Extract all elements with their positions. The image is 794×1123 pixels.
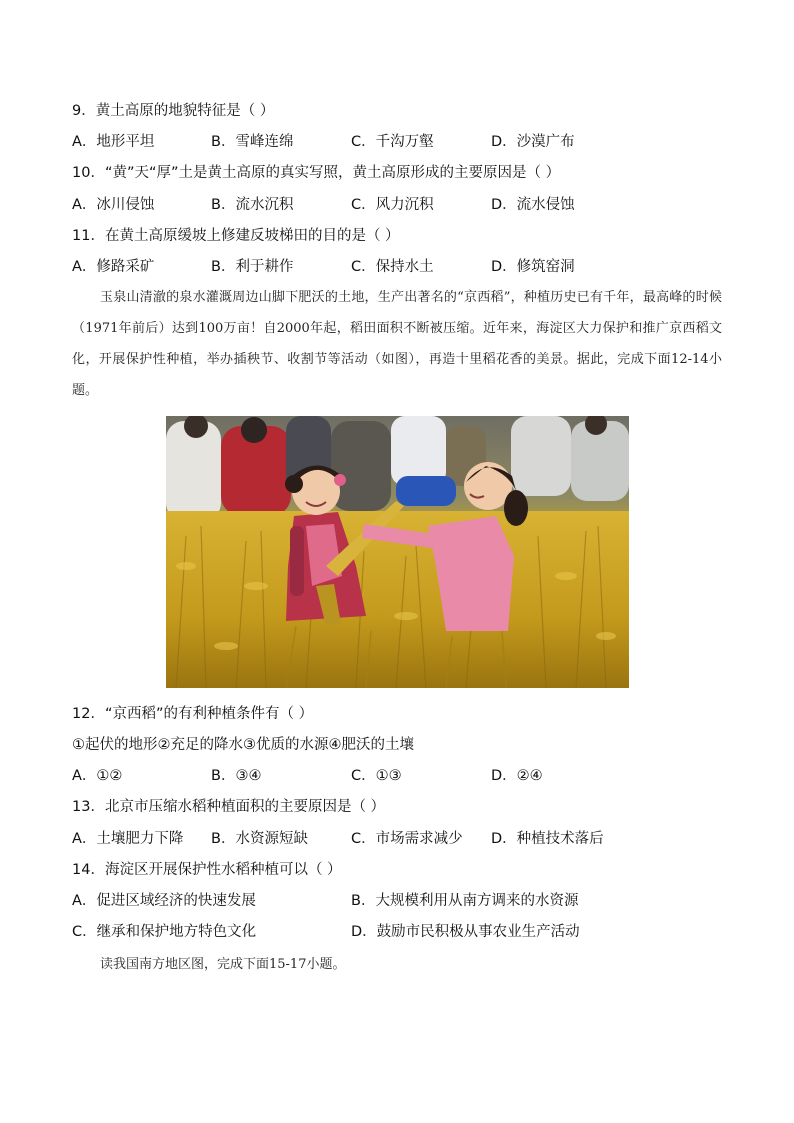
- q11-option-d: D．修筑窑洞: [491, 259, 575, 275]
- q14-option-c: C．继承和保护地方特色文化: [72, 924, 257, 940]
- q12-option-d: D．②④: [491, 768, 543, 784]
- q9-option-b: B．雪峰连绵: [211, 134, 294, 150]
- q13-option-c: C．市场需求减少: [351, 831, 463, 847]
- q10-option-a: A．冰川侵蚀: [72, 197, 155, 213]
- q11-option-b: B．利于耕作: [211, 259, 294, 275]
- question-13-stem: 13．北京市压缩水稻种植面积的主要原因是（ ）: [72, 799, 386, 815]
- q10-option-c: C．风力沉积: [351, 197, 434, 213]
- question-12-conditions: ①起伏的地形②充足的降水③优质的水源④肥沃的土壤: [72, 737, 414, 753]
- q12-option-c: C．①③: [351, 768, 402, 784]
- q11-option-a: A．修路采矿: [72, 259, 155, 275]
- q13-option-b: B．水资源短缺: [211, 831, 308, 847]
- question-9-options: [72, 132, 732, 152]
- q11-option-c: C．保持水土: [351, 259, 434, 275]
- question-11-stem: 11．在黄土高原缓坡上修建反坡梯田的目的是（ ）: [72, 228, 400, 244]
- q13-option-a: A．土壤肥力下降: [72, 831, 184, 847]
- passage-text: 玉泉山清澈的泉水灌溉周边山脚下肥沃的土地，生产出著名的“京西稻”，种植历史已有千年，最高峰的时候（1971年前后）达到100万亩！自2000年起，稻田面积不断被压缩。近年来，海淀区大力保护和推广京西稻文化，开展保护性种植，举办插秧节、收割节等活动（如图），再造十里稻花香的美景。据此，完成下面12-14小题。: [72, 290, 722, 398]
- q12-option-b: B．③④: [211, 768, 262, 784]
- q14-option-b: B．大规模利用从南方调来的水资源: [351, 893, 579, 909]
- q10-option-d: D．流水侵蚀: [491, 197, 575, 213]
- question-14-stem: 14．海淀区开展保护性水稻种植可以（ ）: [72, 862, 342, 878]
- question-14-options-row2: [72, 922, 732, 942]
- q14-option-a: A．促进区域经济的快速发展: [72, 893, 256, 909]
- question-12-stem: 12．“京西稻”的有利种植条件有（ ）: [72, 706, 314, 722]
- question-14-options-row1: [72, 891, 732, 911]
- q14-option-d: D．鼓励市民积极从事农业生产活动: [351, 924, 580, 940]
- instruction-note: 读我国南方地区图，完成下面15-17小题。: [100, 957, 346, 972]
- rice-field-photo: [166, 416, 629, 688]
- q13-option-d: D．种植技术落后: [491, 831, 604, 847]
- q12-option-a: A．①②: [72, 768, 123, 784]
- q9-option-c: C．千沟万壑: [351, 134, 434, 150]
- reading-passage: [72, 282, 722, 406]
- q9-option-d: D．沙漠广布: [491, 134, 575, 150]
- question-10-options: [72, 195, 732, 215]
- question-11-options: [72, 257, 732, 277]
- question-13-options: [72, 829, 732, 849]
- q9-option-a: A．地形平坦: [72, 134, 155, 150]
- question-9-stem: 9．黄土高原的地貌特征是（ ）: [72, 103, 275, 119]
- q10-option-b: B．流水沉积: [211, 197, 294, 213]
- question-12-options: [72, 766, 732, 786]
- question-10-stem: 10．“黄”天“厚”土是黄土高原的真实写照，黄土高原形成的主要原因是（ ）: [72, 165, 561, 181]
